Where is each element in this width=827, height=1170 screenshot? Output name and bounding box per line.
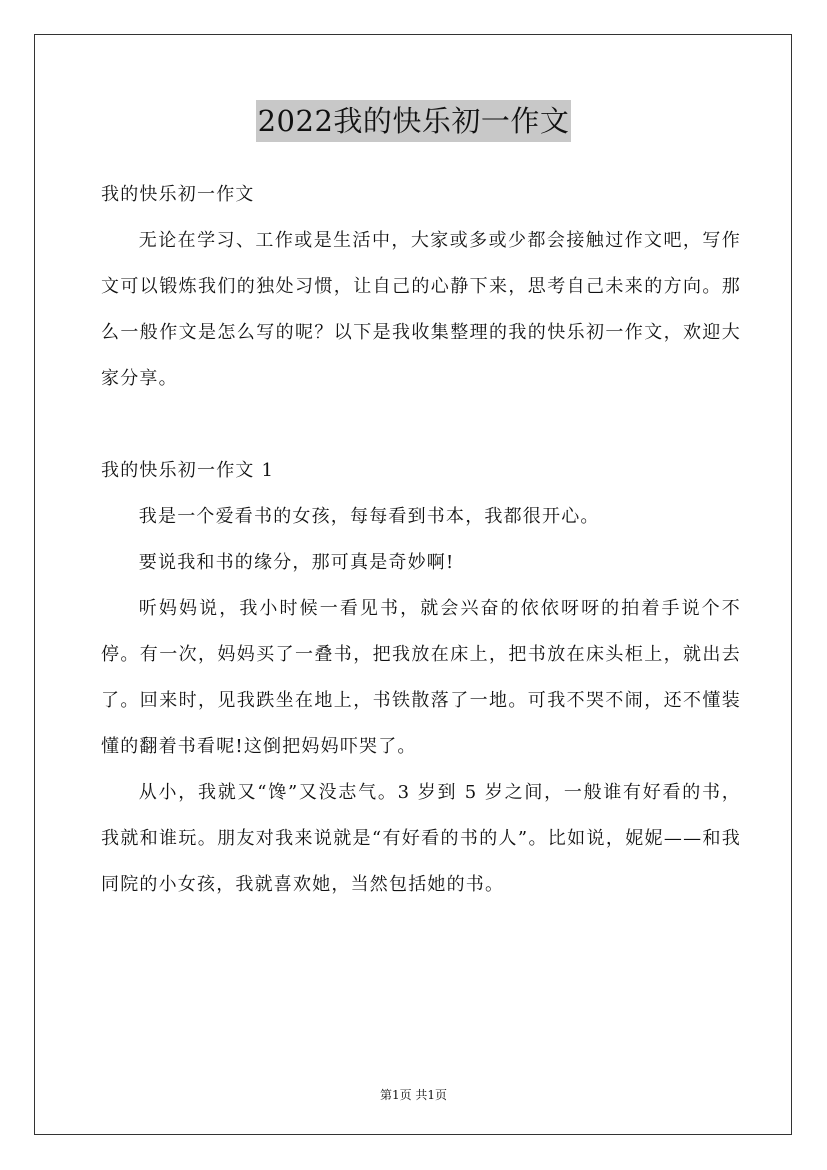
body-paragraph: 无论在学习、工作或是生活中，大家或多或少都会接触过作文吧，写作文可以锻炼我们的独处习惯，让自己的心静下来，思考自己未来的方向。那么一般作文是怎么写的呢？以下是我收集整理的我的快乐初一作文，欢迎大家分享。: [101, 230, 741, 389]
title-container: [0, 100, 827, 142]
document-body: [101, 172, 741, 908]
body-paragraph: 我是一个爱看书的女孩，每每看到书本，我都很开心。: [138, 506, 600, 527]
paragraph-gap: [101, 402, 741, 448]
section-heading: 我的快乐初一作文 1: [101, 460, 275, 481]
document-title: 2022我的快乐初一作文: [256, 100, 572, 142]
section-heading: 我的快乐初一作文: [101, 184, 255, 205]
body-paragraph: 听妈妈说，我小时候一看见书，就会兴奋的依依呀呀的拍着手说个不停。有一次，妈妈买了一叠书，把我放在床上，把书放在床头柜上，就出去了。回来时，见我跌坐在地上，书铁散落了一地。可我不哭不闹，还不懂装懂的翻着书看呢!这倒把妈妈吓哭了。: [101, 598, 741, 757]
body-paragraph: 从小，我就又“馋”又没志气。3 岁到 5 岁之间，一般谁有好看的书，我就和谁玩。朋友对我来说就是“有好看的书的人”。比如说，妮妮——和我同院的小女孩，我就喜欢她，当然包括她的书。: [101, 782, 741, 895]
page-footer: 第1页 共1页: [379, 1088, 448, 1102]
body-paragraph: 要说我和书的缘分，那可真是奇妙啊!: [138, 552, 455, 573]
